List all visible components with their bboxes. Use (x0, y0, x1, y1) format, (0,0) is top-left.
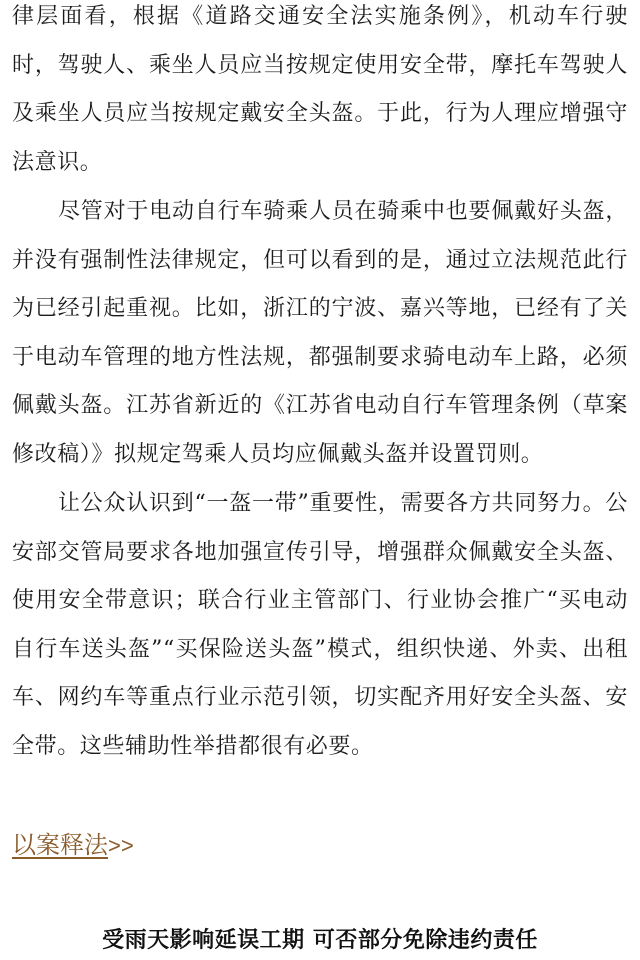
article-body (12, 0, 628, 771)
paragraph-2: 尽管对于电动自行车骑乘人员在骑乘中也要佩戴好头盔，并没有强制性法律规定，但可以看到的是，通过立法规范此行为已经引起重视。比如，浙江的宁波、嘉兴等地，已经有了关于电动车管理的地方性法规，都强制要求骑电动车上路，必须佩戴头盔。江苏省新近的《江苏省电动自行车管理条例（草案修改稿）》拟规定驾乘人员均应佩戴头盔并设置罚则。 (12, 199, 628, 467)
double-chevron-right-icon: >> (108, 833, 134, 858)
section-link-label: 以案释法 (12, 832, 108, 859)
paragraph-1: 律层面看，根据《道路交通安全法实施条例》，机动车行驶时，驾驶人、乘坐人员应当按规定使用安全带，摩托车驾驶人及乘坐人员应当按规定戴安全头盔。于此，行为人理应增强守法意识。 (12, 4, 628, 175)
section-link-case-law[interactable] (12, 825, 134, 860)
paragraph-3: 让公众认识到“一盔一带”重要性，需要各方共同努力。公安部交管局要求各地加强宣传引导，增强群众佩戴安全头盔、使用安全带意识；联合行业主管部门、行业协会推广“买电动自行车送头盔”“买保险送头盔”模式，组织快递、外卖、出租车、网约车等重点行业示范引领，切实配齐用好安全头盔、安全带。这些辅助性举措都很有必要。 (12, 491, 628, 759)
article-subheading: 受雨天影响延误工期 可否部分免除违约责任 (102, 928, 538, 953)
